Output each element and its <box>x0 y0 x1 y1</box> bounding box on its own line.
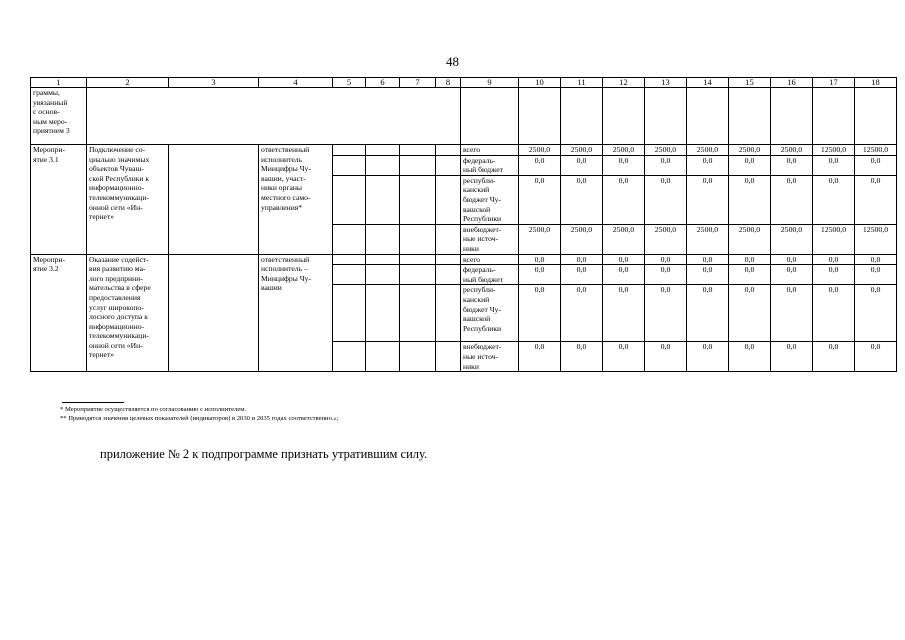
empty-cell <box>400 254 436 265</box>
value-cell: 0,0 <box>855 285 897 342</box>
value-cell: 0,0 <box>729 285 771 342</box>
activity-number-cell: Меропри- ятие 3.1 <box>31 145 87 255</box>
empty-cell <box>436 224 461 254</box>
value-cell: 0,0 <box>519 155 561 175</box>
footnote: * Мероприятие осуществляется по согласованию с исполнителем. <box>60 406 247 413</box>
value-cell: 0,0 <box>603 254 645 265</box>
table-row <box>31 254 897 265</box>
value-cell: 0,0 <box>561 342 603 372</box>
value-cell: 0,0 <box>561 285 603 342</box>
empty-cell <box>333 224 366 254</box>
value-cell: 0,0 <box>813 285 855 342</box>
value-cell: 2500,0 <box>645 145 687 156</box>
empty-cell <box>333 175 366 224</box>
empty-cell <box>603 88 645 145</box>
column-number: 11 <box>561 78 603 88</box>
value-cell: 0,0 <box>855 175 897 224</box>
value-cell: 0,0 <box>771 155 813 175</box>
empty-cell <box>519 88 561 145</box>
column-number: 15 <box>729 78 771 88</box>
empty-cell <box>333 155 366 175</box>
empty-cell <box>400 175 436 224</box>
funding-source-cell: всего <box>461 145 519 156</box>
continuation-cell: граммы, увязанный с основ- ным меро- приятием 3 <box>31 88 87 145</box>
empty-cell <box>366 224 400 254</box>
value-cell: 0,0 <box>687 254 729 265</box>
value-cell: 0,0 <box>687 155 729 175</box>
value-cell: 2500,0 <box>771 224 813 254</box>
column-number: 9 <box>461 78 519 88</box>
value-cell: 0,0 <box>603 175 645 224</box>
funding-source-cell: всего <box>461 254 519 265</box>
empty-cell <box>645 88 687 145</box>
column-number: 6 <box>366 78 400 88</box>
value-cell: 0,0 <box>519 254 561 265</box>
value-cell: 0,0 <box>729 254 771 265</box>
column-number: 3 <box>169 78 259 88</box>
value-cell: 2500,0 <box>729 224 771 254</box>
value-cell: 0,0 <box>561 155 603 175</box>
column-number: 1 <box>31 78 87 88</box>
funding-source-cell: республи- канский бюджет Чу- вашской Республики <box>461 285 519 342</box>
empty-cell <box>561 88 603 145</box>
value-cell: 2500,0 <box>561 145 603 156</box>
value-cell: 0,0 <box>519 285 561 342</box>
value-cell: 0,0 <box>813 265 855 285</box>
empty-cell <box>400 155 436 175</box>
empty-cell <box>729 88 771 145</box>
empty-cell <box>771 88 813 145</box>
value-cell: 2500,0 <box>561 224 603 254</box>
activity-number-cell: Меропри- ятие 3.2 <box>31 254 87 372</box>
value-cell: 0,0 <box>561 254 603 265</box>
value-cell: 0,0 <box>687 285 729 342</box>
column-number: 17 <box>813 78 855 88</box>
value-cell: 0,0 <box>771 265 813 285</box>
value-cell: 0,0 <box>813 342 855 372</box>
value-cell: 2500,0 <box>519 224 561 254</box>
empty-cell <box>366 254 400 265</box>
column-number: 18 <box>855 78 897 88</box>
value-cell: 0,0 <box>645 155 687 175</box>
value-cell: 0,0 <box>855 342 897 372</box>
value-cell: 0,0 <box>645 254 687 265</box>
footnote-rule <box>62 402 124 403</box>
value-cell: 0,0 <box>855 155 897 175</box>
value-cell: 0,0 <box>855 254 897 265</box>
activity-name-cell: Оказание содейст- вия развитию ма- лого предприни- мательства в сфере предоставления услуг широкопо- лосного доступа к информационно- телекоммуникаци- онной сети «Ин- тернет» <box>87 254 169 372</box>
empty-cell <box>333 145 366 156</box>
value-cell: 0,0 <box>729 265 771 285</box>
value-cell: 2500,0 <box>519 145 561 156</box>
closing-statement: приложение № 2 к подпрограмме признать утратившим силу. <box>100 447 428 461</box>
value-cell: 0,0 <box>561 265 603 285</box>
empty-cell <box>400 224 436 254</box>
value-cell: 0,0 <box>729 155 771 175</box>
empty-cell <box>366 342 400 372</box>
program-table <box>30 77 897 372</box>
column-number: 16 <box>771 78 813 88</box>
continuation-row <box>31 88 897 145</box>
empty-cell <box>87 88 461 145</box>
empty-cell <box>461 88 519 145</box>
value-cell: 0,0 <box>603 342 645 372</box>
empty-cell <box>400 285 436 342</box>
empty-cell <box>436 175 461 224</box>
empty-cell <box>366 265 400 285</box>
value-cell: 0,0 <box>519 342 561 372</box>
column-number: 13 <box>645 78 687 88</box>
empty-cell <box>400 265 436 285</box>
value-cell: 0,0 <box>645 265 687 285</box>
empty-cell <box>366 155 400 175</box>
value-cell: 0,0 <box>771 254 813 265</box>
value-cell: 12500,0 <box>855 145 897 156</box>
value-cell: 0,0 <box>645 175 687 224</box>
value-cell: 12500,0 <box>813 224 855 254</box>
empty-cell <box>436 145 461 156</box>
value-cell: 0,0 <box>645 342 687 372</box>
value-cell: 0,0 <box>771 342 813 372</box>
value-cell: 0,0 <box>561 175 603 224</box>
funding-source-cell: внебюджет- ные источ- ники <box>461 224 519 254</box>
value-cell: 2500,0 <box>729 145 771 156</box>
empty-cell <box>687 88 729 145</box>
empty-cell <box>366 175 400 224</box>
column-number: 12 <box>603 78 645 88</box>
empty-cell <box>436 285 461 342</box>
empty-cell <box>436 342 461 372</box>
value-cell: 2500,0 <box>603 145 645 156</box>
empty-cell <box>169 254 259 372</box>
empty-cell <box>436 265 461 285</box>
value-cell: 12500,0 <box>855 224 897 254</box>
value-cell: 0,0 <box>603 155 645 175</box>
value-cell: 2500,0 <box>603 224 645 254</box>
empty-cell <box>366 285 400 342</box>
table-row <box>31 145 897 156</box>
empty-cell <box>366 145 400 156</box>
value-cell: 0,0 <box>603 265 645 285</box>
funding-source-cell: федераль- ный бюджет <box>461 265 519 285</box>
value-cell: 0,0 <box>603 285 645 342</box>
empty-cell <box>333 342 366 372</box>
column-number: 14 <box>687 78 729 88</box>
empty-cell <box>400 342 436 372</box>
value-cell: 0,0 <box>645 285 687 342</box>
value-cell: 0,0 <box>813 155 855 175</box>
value-cell: 0,0 <box>519 175 561 224</box>
value-cell: 2500,0 <box>687 145 729 156</box>
value-cell: 0,0 <box>855 265 897 285</box>
value-cell: 0,0 <box>687 175 729 224</box>
empty-cell <box>813 88 855 145</box>
empty-cell <box>333 265 366 285</box>
column-number: 8 <box>436 78 461 88</box>
value-cell: 2500,0 <box>771 145 813 156</box>
value-cell: 0,0 <box>813 175 855 224</box>
value-cell: 0,0 <box>687 265 729 285</box>
empty-cell <box>333 285 366 342</box>
funding-source-cell: внебюджет- ные источ- ники <box>461 342 519 372</box>
column-number: 10 <box>519 78 561 88</box>
column-number: 2 <box>87 78 169 88</box>
empty-cell <box>436 254 461 265</box>
value-cell: 0,0 <box>519 265 561 285</box>
value-cell: 2500,0 <box>645 224 687 254</box>
value-cell: 0,0 <box>813 254 855 265</box>
value-cell: 0,0 <box>687 342 729 372</box>
column-number-row <box>31 78 897 88</box>
column-number: 7 <box>400 78 436 88</box>
funding-source-cell: федераль- ный бюджет <box>461 155 519 175</box>
value-cell: 0,0 <box>771 285 813 342</box>
executor-cell: ответственный исполнитель Минцифры Чу- вашии, участ- ники органы местного само- управления* <box>259 145 333 255</box>
page-number: 48 <box>446 54 459 69</box>
footnote: ** Приводятся значения целевых показателей (индикаторов) в 2030 и 2035 годах соответственно.»; <box>60 415 339 422</box>
empty-cell <box>400 145 436 156</box>
funding-source-cell: республи- канский бюджет Чу- вашской Республики <box>461 175 519 224</box>
value-cell: 2500,0 <box>687 224 729 254</box>
value-cell: 0,0 <box>729 342 771 372</box>
empty-cell <box>436 155 461 175</box>
value-cell: 0,0 <box>729 175 771 224</box>
value-cell: 12500,0 <box>813 145 855 156</box>
empty-cell <box>333 254 366 265</box>
value-cell: 0,0 <box>771 175 813 224</box>
column-number: 5 <box>333 78 366 88</box>
activity-name-cell: Подключение со- циально значимых объектов Чуваш- ской Республики к информационно- телекоммуникаци- онной сети «Ин- тернет» <box>87 145 169 255</box>
executor-cell: ответственный исполнитель – Минцифры Чу- вашии <box>259 254 333 372</box>
empty-cell <box>169 145 259 255</box>
column-number: 4 <box>259 78 333 88</box>
empty-cell <box>855 88 897 145</box>
